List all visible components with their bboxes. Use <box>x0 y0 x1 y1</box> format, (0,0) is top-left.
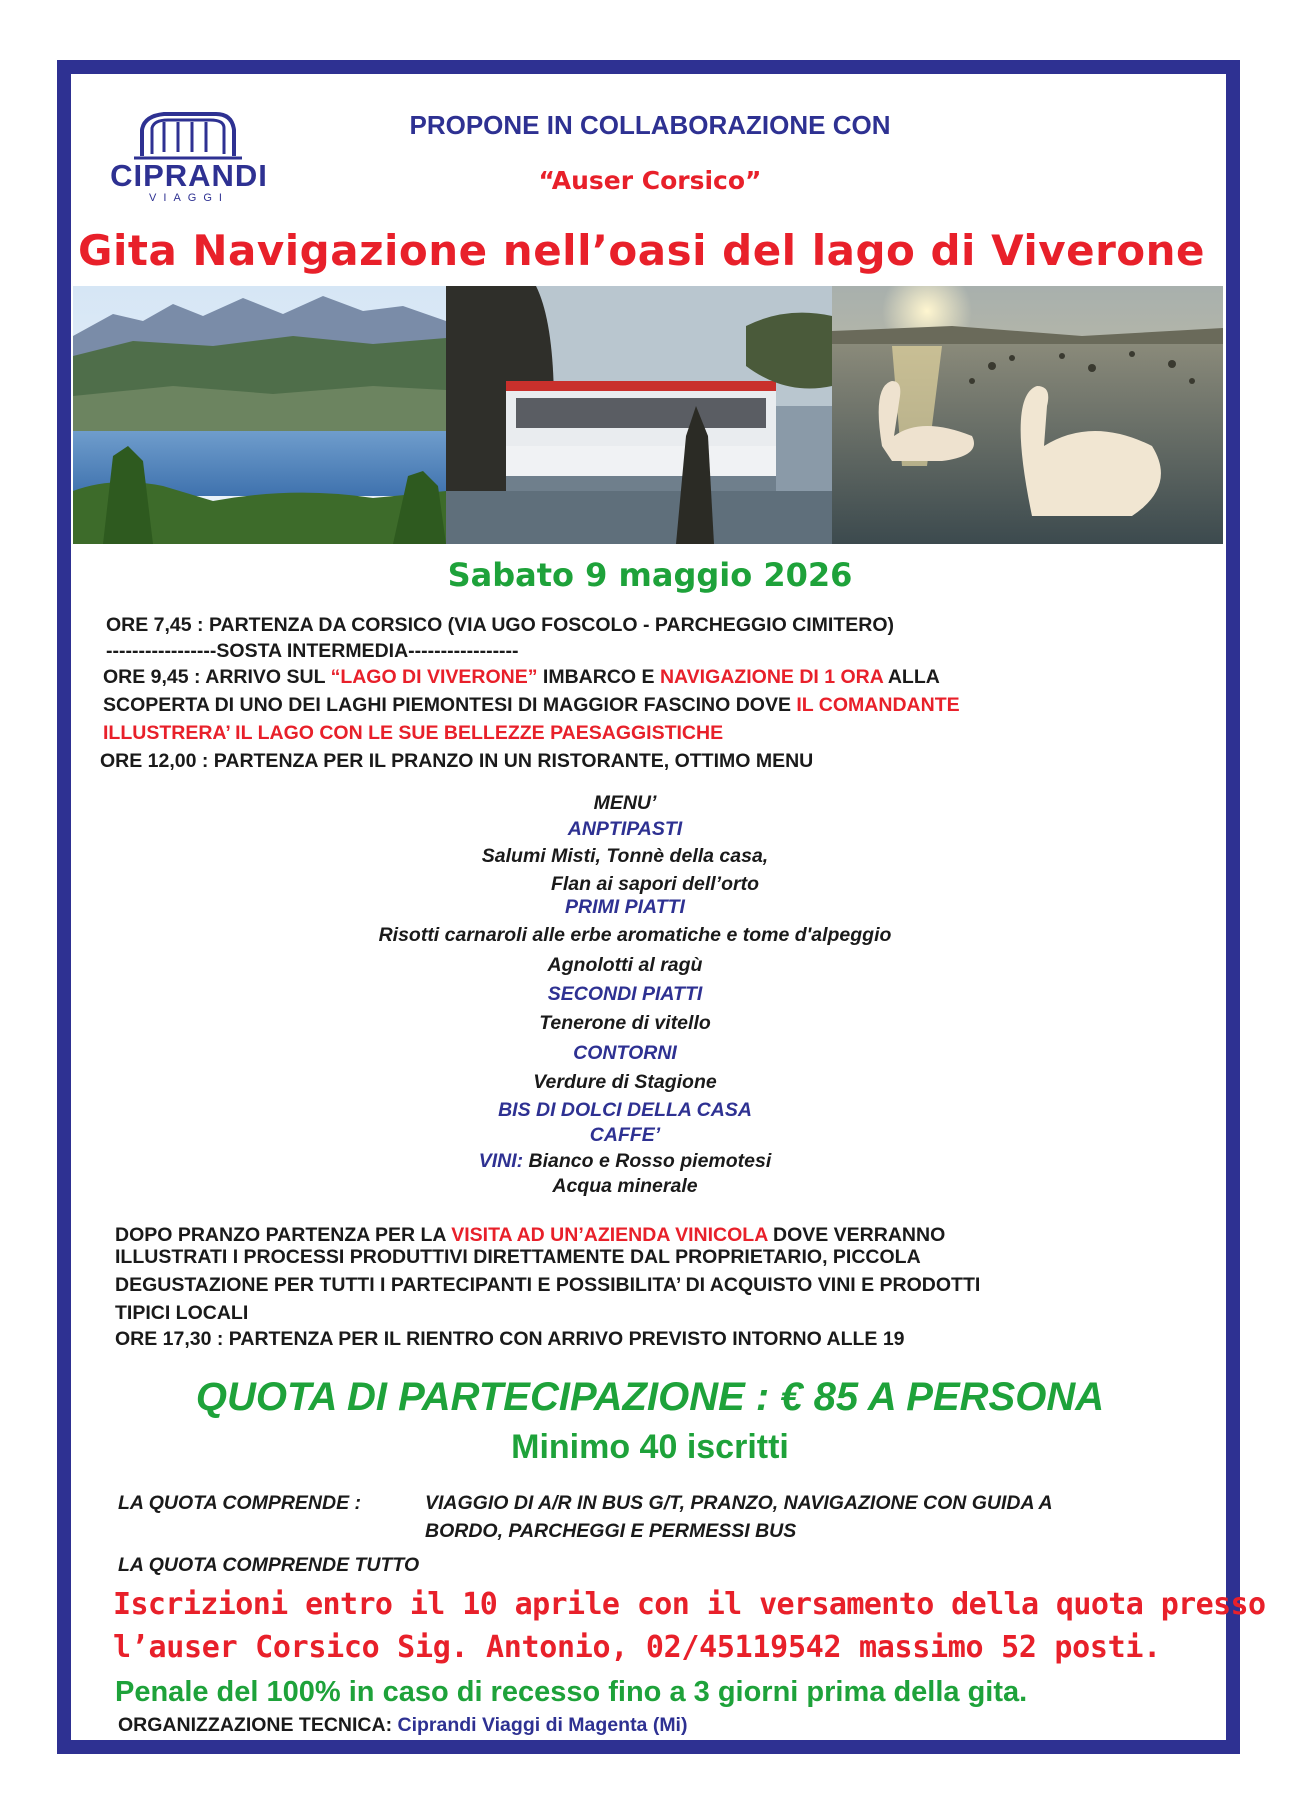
iscrizioni-line-2: l’auser Corsico Sig. Antonio, 02/45119542 massimo 52 posti. <box>113 1630 1161 1665</box>
afternoon-line-2: ILLUSTRATI I PROCESSI PRODUTTIVI DIRETTAMENTE DAL PROPRIETARIO, PICCOLA <box>115 1246 921 1268</box>
afternoon-line-5: ORE 17,30 : PARTENZA PER IL RIENTRO CON ARRIVO PREVISTO INTORNO ALLE 19 <box>115 1328 905 1350</box>
page-title: Gita Navigazione nell’oasi del lago di Viverone <box>78 226 1206 275</box>
price-quota: QUOTA DI PARTECIPAZIONE : € 85 A PERSONA <box>195 1375 1105 1419</box>
logo-name: CIPRANDI <box>110 158 268 193</box>
menu-primi-1: Risotti carnaroli alle erbe aromatiche e tome d'alpeggio <box>378 924 892 946</box>
comprende-text-2: BORDO, PARCHEGGI E PERMESSI BUS <box>425 1520 797 1542</box>
menu-antipasti-1: Salumi Misti, Tonnè della casa, <box>481 845 769 867</box>
swans-sunset-photo <box>832 286 1223 544</box>
menu-antipasti-heading: ANPTIPASTI <box>567 818 683 840</box>
event-date: Sabato 9 maggio 2026 <box>447 556 853 594</box>
program-line-2: -----------------SOSTA INTERMEDIA----------------- <box>106 640 519 662</box>
program-line-1: ORE 7,45 : PARTENZA DA CORSICO (VIA UGO FOSCOLO - PARCHEGGIO CIMITERO) <box>106 614 894 636</box>
menu-antipasti-2: Flan ai sapori dell’orto <box>550 873 760 895</box>
logo-subtitle: VIAGGI <box>149 192 229 204</box>
comprende-label: LA QUOTA COMPRENDE : <box>118 1492 362 1514</box>
menu-primi-heading: PRIMI PIATTI <box>565 896 685 918</box>
menu-contorni-1: Verdure di Stagione <box>533 1071 717 1093</box>
penalty-note: Penale del 100% in caso di recesso fino a 3 giorni prima della gita. <box>115 1676 1028 1708</box>
menu-vini: VINI: Bianco e Rosso piemotesi <box>478 1150 772 1172</box>
afternoon-line-3: DEGUSTAZIONE PER TUTTI I PARTECIPANTI E POSSIBILITA’ DI ACQUISTO VINI E PRODOTTI <box>115 1274 981 1296</box>
tour-boat-photo <box>446 286 832 544</box>
menu-secondi-heading: SECONDI PIATTI <box>547 983 703 1005</box>
menu-primi-2: Agnolotti al ragù <box>547 954 703 976</box>
afternoon-line-4: TIPICI LOCALI <box>115 1302 249 1324</box>
menu-contorni-heading: CONTORNI <box>573 1042 677 1064</box>
menu-acqua: Acqua minerale <box>552 1175 698 1197</box>
header-line2: “Auser Corsico” <box>538 166 762 195</box>
program-line-5: ILLUSTRERA’ IL LAGO CON LE SUE BELLEZZE PAESAGGISTICHE <box>103 722 724 744</box>
program-line-3: ORE 9,45 : ARRIVO SUL “LAGO DI VIVERONE” IMBARCO E NAVIGAZIONE DI 1 ORA ALLA <box>103 666 940 688</box>
menu-secondi-1: Tenerone di vitello <box>539 1012 711 1034</box>
menu-title: MENU’ <box>593 792 657 814</box>
program-line-4: SCOPERTA DI UNO DEI LAGHI PIEMONTESI DI MAGGIOR FASCINO DOVE IL COMANDANTE <box>103 694 960 716</box>
header-line1: PROPONE IN COLLABORAZIONE CON <box>409 110 891 140</box>
lake-mountains-photo <box>73 286 446 544</box>
organizzazione: ORGANIZZAZIONE TECNICA: Ciprandi Viaggi di Magenta (Mi) <box>118 1714 688 1736</box>
menu-dolci: BIS DI DOLCI DELLA CASA <box>498 1099 752 1121</box>
comprende-tutto: LA QUOTA COMPRENDE TUTTO <box>118 1554 420 1576</box>
iscrizioni-line-1: Iscrizioni entro il 10 aprile con il versamento della quota presso <box>113 1587 1266 1622</box>
program-line-6: ORE 12,00 : PARTENZA PER IL PRANZO IN UN RISTORANTE, OTTIMO MENU <box>100 750 814 772</box>
comprende-text-1: VIAGGIO DI A/R IN BUS G/T, PRANZO, NAVIGAZIONE CON GUIDA A <box>425 1492 1053 1514</box>
minimum-participants: Minimo 40 iscritti <box>511 1428 789 1466</box>
menu-caffe: CAFFE’ <box>589 1124 661 1146</box>
afternoon-line-1: DOPO PRANZO PARTENZA PER LA VISITA AD UN’AZIENDA VINICOLA DOVE VERRANNO <box>115 1224 946 1246</box>
